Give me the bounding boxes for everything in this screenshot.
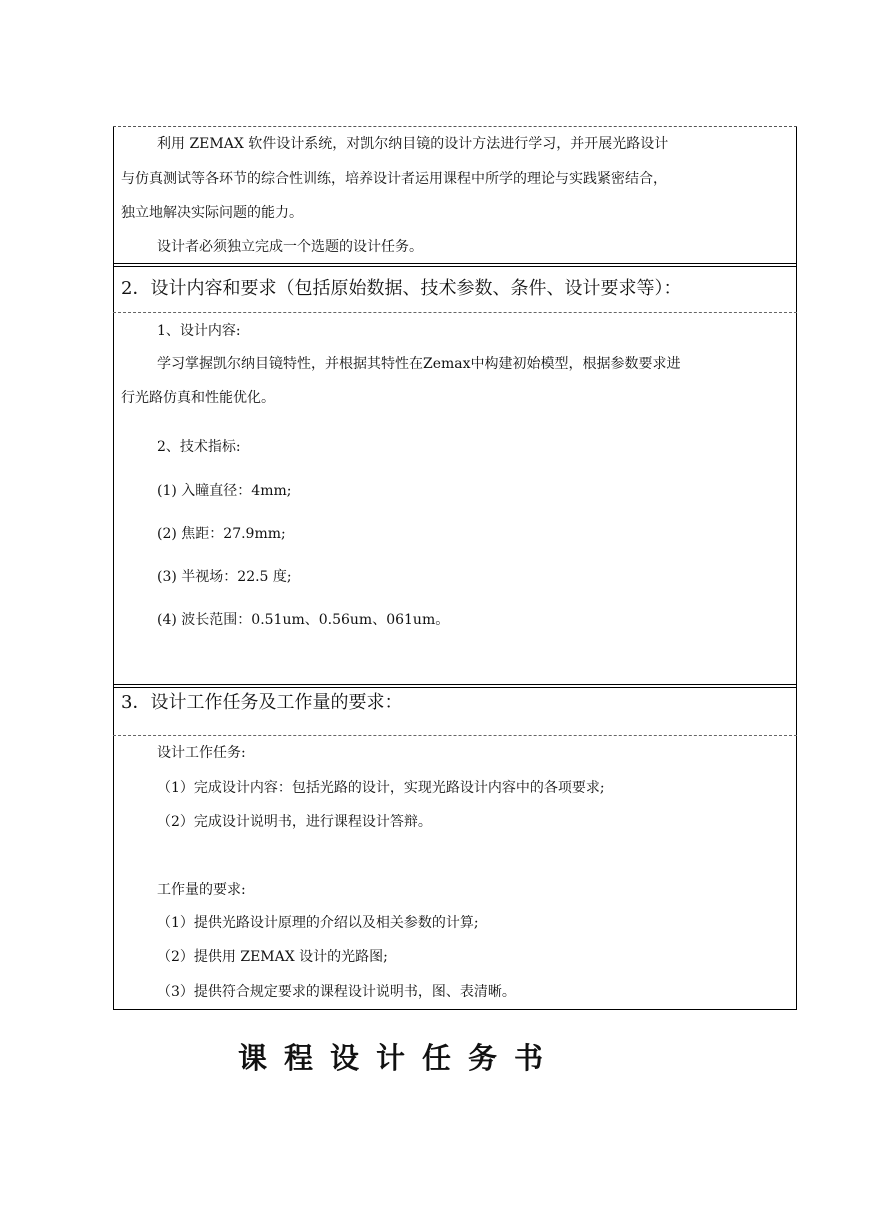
workload-item: （1）提供光路设计原理的介绍以及相关参数的计算;	[157, 915, 479, 931]
design-content-title: 1、设计内容:	[157, 323, 241, 339]
purpose-line-3: 独立地解决实际问题的能力。	[121, 205, 303, 221]
document-title: 课程设计任务书	[238, 1041, 561, 1075]
task-item: （1）完成设计内容：包括光路的设计，实现光路设计内容中的各项要求;	[157, 780, 605, 796]
section-divider-2	[113, 263, 797, 267]
task-item: （2）完成设计说明书，进行课程设计答辩。	[157, 814, 432, 830]
section-2-dashed-separator	[113, 312, 797, 313]
section-divider-3	[113, 684, 797, 688]
design-content-line-1: 学习掌握凯尔纳目镜特性，并根据其特性在Zemax中构建初始模型，根据参数要求进	[157, 356, 681, 372]
tech-spec-item: (2) 焦距：27.9mm;	[157, 526, 286, 542]
section-3-heading: 3．设计工作任务及工作量的要求：	[121, 692, 403, 713]
tech-spec-title: 2、技术指标:	[157, 439, 241, 455]
tech-spec-item: (4) 波长范围：0.51um、0.56um、061um。	[157, 612, 450, 628]
workload-item: （2）提供用 ZEMAX 设计的光路图;	[157, 949, 388, 965]
workload-item: （3）提供符合规定要求的课程设计说明书，图、表清晰。	[157, 984, 516, 1000]
tech-spec-item: (3) 半视场：22.5 度;	[157, 569, 292, 585]
workload-title: 工作量的要求:	[157, 882, 246, 898]
purpose-line-1: 利用 ZEMAX 软件设计系统，对凯尔纳目镜的设计方法进行学习，并开展光路设计	[157, 136, 669, 152]
purpose-line-4: 设计者必须独立完成一个选题的设计任务。	[157, 239, 423, 255]
table-top-dashed-line	[113, 126, 797, 127]
purpose-line-2: 与仿真测试等各环节的综合性训练，培养设计者运用课程中所学的理论与实践紧密结合，	[121, 171, 667, 187]
tasks-title: 设计工作任务:	[157, 745, 246, 761]
tech-spec-item: (1) 入瞳直径：4mm;	[157, 483, 292, 499]
design-content-line-2: 行光路仿真和性能优化。	[121, 390, 275, 406]
section-3-dashed-separator	[113, 735, 797, 736]
section-2-heading: 2．设计内容和要求（包括原始数据、技术参数、条件、设计要求等）：	[121, 278, 682, 299]
